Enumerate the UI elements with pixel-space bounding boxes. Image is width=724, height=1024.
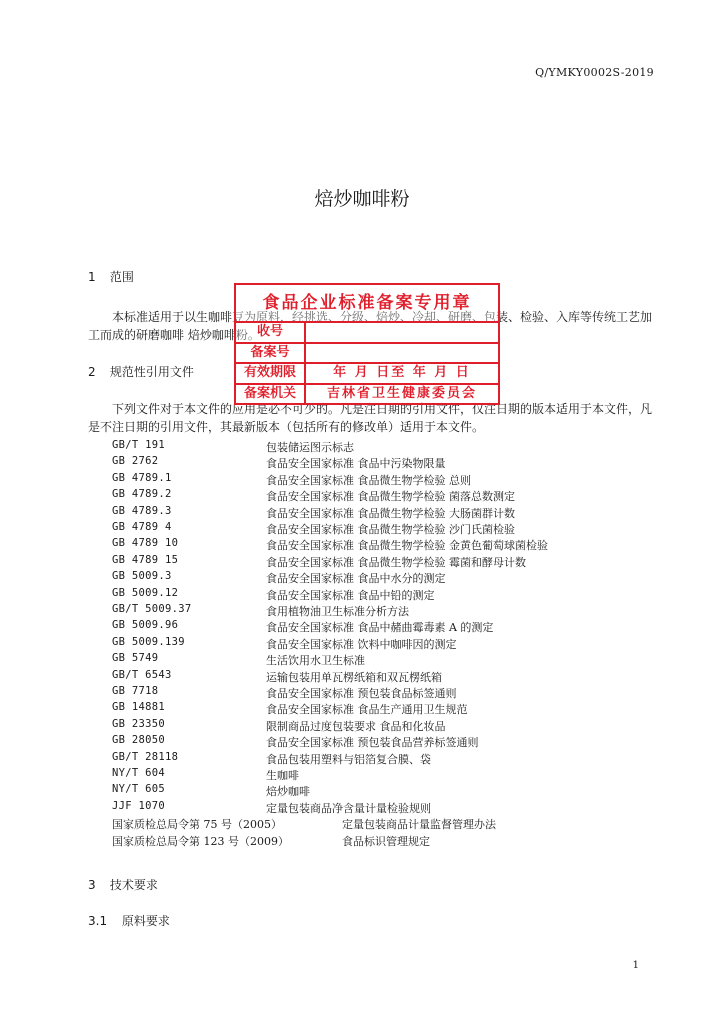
stamp-row [236, 364, 498, 385]
stamp-value: 年 月 日至 年 月 日 [333, 365, 471, 380]
stamp-value [306, 323, 498, 342]
document-title: 焙炒咖啡粉 [314, 188, 410, 210]
reference-code: 国家质检总局令第 123 号（2009） [112, 834, 289, 848]
reference-title: 限制商品过度包装要求 食品和化妆品 [266, 719, 446, 733]
section-3-1-heading [88, 912, 170, 929]
reference-code: GB 14881 [112, 701, 165, 714]
stamp-label: 收号 [236, 323, 306, 342]
reference-title: 定量包装商品净含量计量检验规则 [266, 801, 431, 815]
reference-title: 食品安全国家标准 食品中污染物限量 [266, 457, 446, 471]
reference-code: GB 4789 15 [112, 553, 179, 566]
reference-title: 食品安全国家标准 食品中赭曲霉毒素 A 的测定 [266, 621, 494, 635]
stamp-row [236, 323, 498, 344]
stamp-header: 食品企业标准备案专用章 [236, 285, 498, 323]
reference-code: NY/T 604 [112, 767, 165, 779]
reference-title: 食品安全国家标准 食品微生物学检验 菌落总数测定 [266, 490, 515, 504]
reference-title: 食品安全国家标准 食品微生物学检验 金黄色葡萄球菌检验 [266, 539, 548, 553]
reference-code: GB 4789.2 [112, 488, 172, 501]
reference-title: 定量包装商品计量监督管理办法 [342, 818, 496, 832]
reference-code: NY/T 605 [112, 783, 165, 796]
reference-code: GB/T 6543 [112, 668, 172, 681]
reference-code: GB 5749 [112, 652, 159, 665]
reference-title: 食品包装用塑料与铝箔复合膜、袋 [266, 752, 431, 766]
section-title: 规范性引用文件 [109, 365, 194, 379]
reference-code: GB/T 191 [112, 439, 165, 451]
reference-code: GB/T 28118 [112, 750, 179, 763]
reference-title: 食品安全国家标准 食品微生物学检验 沙门氏菌检验 [266, 523, 515, 536]
reference-code: GB 4789.3 [112, 504, 172, 517]
reference-code: GB 7718 [112, 685, 159, 697]
section-2-heading [88, 363, 194, 380]
reference-title: 食品安全国家标准 预包装食品标签通则 [266, 687, 457, 700]
reference-title: 焙炒咖啡 [266, 785, 310, 799]
stamp-row [236, 385, 498, 406]
stamp-value: 吉林省卫生健康委员会 [326, 385, 477, 401]
section-number: 3.1 [88, 914, 108, 928]
reference-code: GB 5009.96 [112, 619, 179, 632]
reference-title: 食品安全国家标准 食品微生物学检验 大肠菌群计数 [266, 506, 515, 520]
reference-code: GB 5009.12 [112, 586, 179, 599]
section-3-heading [88, 876, 158, 893]
reference-title: 食品安全国家标准 食品中水分的测定 [266, 572, 446, 586]
stamp-label: 备案机关 [236, 385, 306, 406]
reference-code: GB 4789 10 [112, 537, 179, 550]
standard-number: Q/YMKY0002S-2019 [535, 66, 654, 79]
reference-title: 食用植物油卫生标准分析方法 [266, 605, 409, 618]
reference-code: GB 5009.3 [112, 570, 172, 583]
reference-code: GB 4789.1 [112, 471, 172, 484]
reference-code: GB 28050 [112, 734, 165, 747]
reference-title: 食品安全国家标准 食品生产通用卫生规范 [266, 703, 468, 717]
section-title: 原料要求 [121, 914, 170, 928]
section-1-text: 本标准适用于以生咖啡豆为原料，经挑选、分级、焙炒、冷却、研磨、包装、检验、入库等传统工艺加工而成的研磨咖啡 焙炒咖啡粉。 [88, 310, 653, 342]
reference-title: 食品标识管理规定 [342, 834, 430, 848]
reference-code: 国家质检总局令第 75 号（2005） [112, 818, 282, 832]
reference-code: GB 5009.139 [112, 635, 185, 648]
reference-title: 食品安全国家标准 食品微生物学检验 霉菌和酵母计数 [266, 555, 526, 569]
section-2-text: 下列文件对于本文件的应用是必不可少的。凡是注日期的引用文件，仅注日期的版本适用于本文件，凡是不注日期的引用文件，其最新版本（包括所有的修改单）适用于本文件。 [88, 402, 653, 434]
reference-title: 食品安全国家标准 预包装食品营养标签通则 [266, 736, 479, 750]
stamp-value [306, 344, 498, 363]
reference-code: GB 2762 [112, 455, 159, 468]
section-number: 1 [88, 270, 96, 284]
reference-title: 运输包装用单瓦楞纸箱和双瓦楞纸箱 [266, 670, 442, 684]
reference-title: 包装储运图示标志 [266, 441, 354, 454]
reference-title: 食品安全国家标准 食品中铅的测定 [266, 588, 435, 602]
stamp-row [236, 344, 498, 365]
stamp-label: 备案号 [236, 344, 306, 363]
reference-title: 生活饮用水卫生标准 [266, 654, 365, 668]
page-number: 1 [632, 960, 639, 971]
reference-title: 生咖啡 [266, 769, 299, 782]
section-title: 范围 [109, 270, 134, 284]
reference-code: JJF 1070 [112, 799, 165, 812]
section-number: 2 [88, 365, 96, 379]
section-1-heading [88, 268, 134, 285]
stamp-label: 有效期限 [236, 364, 306, 383]
reference-code: GB/T 5009.37 [112, 603, 192, 615]
reference-code: GB 23350 [112, 717, 165, 730]
reference-code: GB 4789 4 [112, 521, 172, 533]
reference-title: 食品安全国家标准 饮料中咖啡因的测定 [266, 637, 457, 651]
reference-title: 食品安全国家标准 食品微生物学检验 总则 [266, 473, 471, 487]
section-number: 3 [88, 878, 96, 892]
filing-stamp [234, 283, 500, 405]
section-title: 技术要求 [109, 878, 158, 892]
